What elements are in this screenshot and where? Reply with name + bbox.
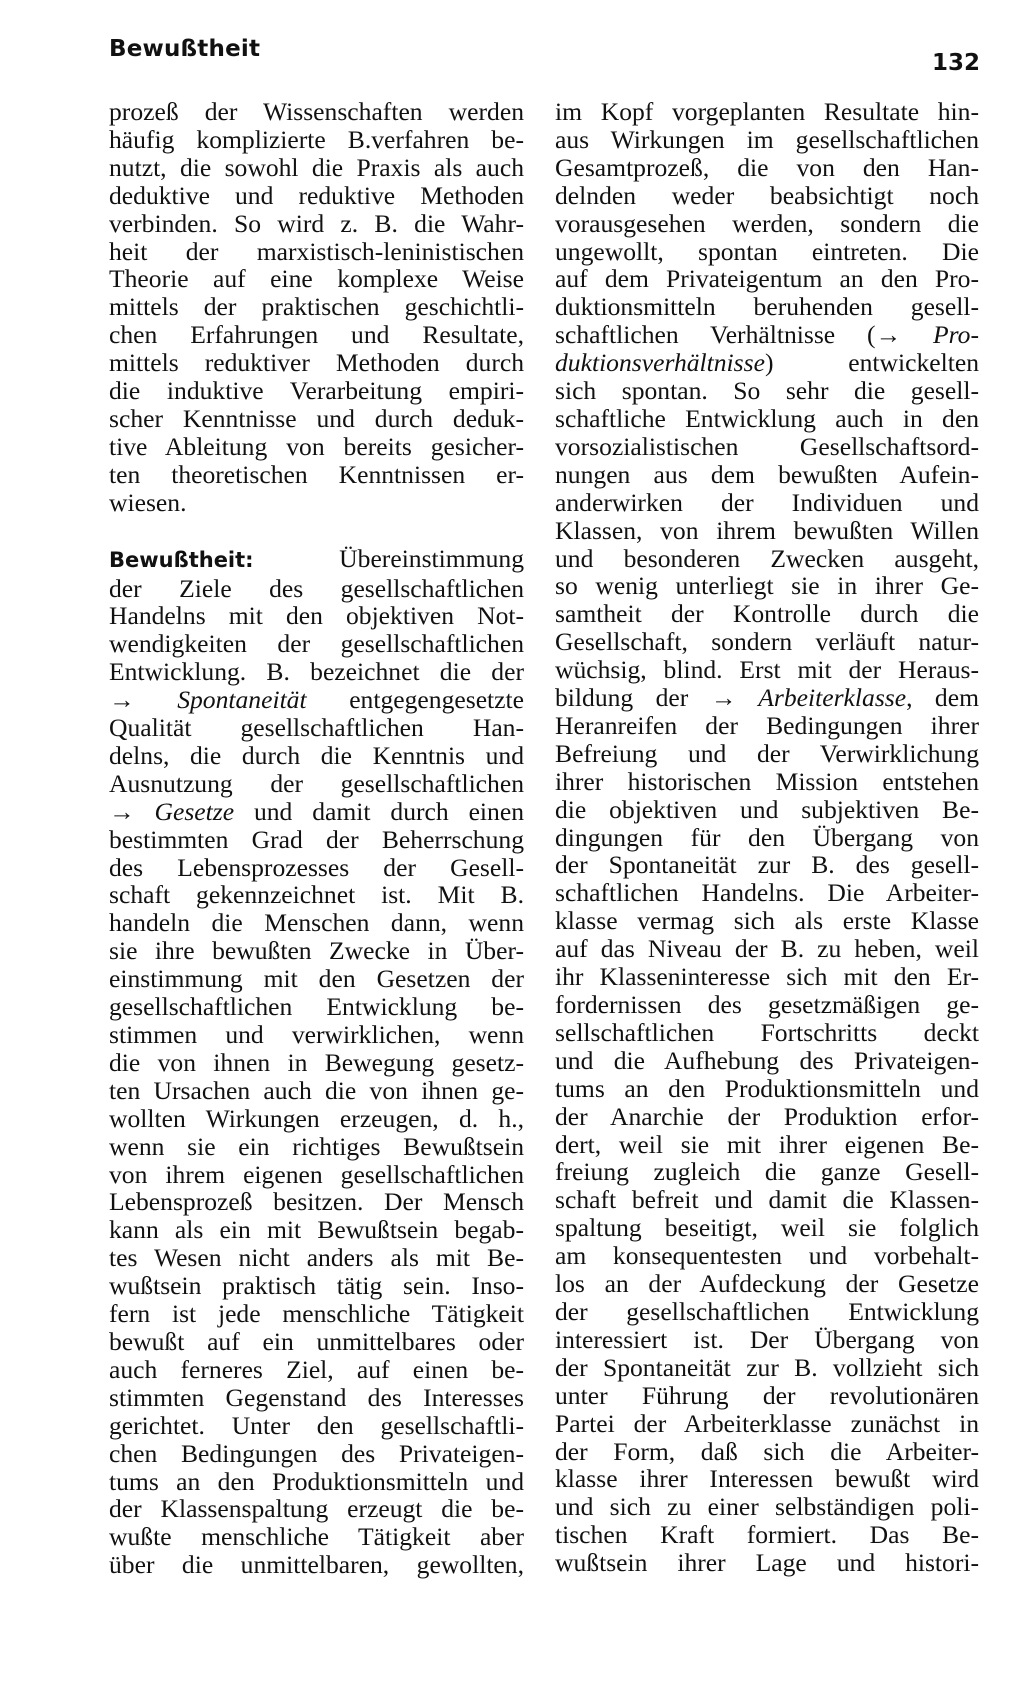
cross-reference-produktionsverhaeltnisse-end[interactable]: duktionsverhältnisse bbox=[555, 348, 765, 378]
text-line: im Kopf vorgeplanten Resultate hin- bbox=[555, 97, 979, 126]
text-line: schaftlichen Handelns. Die Arbeiter- bbox=[555, 878, 979, 908]
text-line: prozeß der Wissenschaften werden bbox=[109, 97, 524, 126]
text-fragment: , dem bbox=[906, 683, 979, 713]
cross-reference-spontaneitaet[interactable]: Spontaneität bbox=[177, 685, 307, 715]
text-line: die von ihnen in Bewegung gesetz- bbox=[109, 1047, 524, 1077]
headword: Bewußtheit: bbox=[109, 547, 254, 572]
text-line: spaltung beseitigt, weil sie folglich bbox=[555, 1213, 979, 1243]
text-line: interessiert ist. Der Übergang von bbox=[555, 1324, 979, 1354]
text-line: ihrer historischen Mission entstehen bbox=[555, 766, 979, 796]
text-line: schaft gekennzeichnet ist. Mit B. bbox=[109, 880, 524, 910]
text-line: tischen Kraft formiert. Das Be- bbox=[555, 1520, 979, 1550]
text-line: tums an den Produktionsmitteln und bbox=[109, 1466, 524, 1496]
left-column bbox=[109, 98, 524, 1579]
text-line: unter Führung der revolutionären bbox=[555, 1380, 979, 1410]
running-head: Bewußtheit bbox=[109, 36, 261, 62]
text-line: scher Kenntnisse und durch deduk- bbox=[109, 403, 524, 433]
text-line: gesellschaftlichen Entwicklung be- bbox=[109, 992, 524, 1022]
text-line: deduktive und reduktive Methoden bbox=[109, 180, 524, 210]
text-line: der Anarchie der Produktion erfor- bbox=[555, 1101, 979, 1131]
text-line: der Form, daß sich die Arbeiter- bbox=[555, 1436, 979, 1466]
text-line: ten Ursachen auch die von ihnen ge- bbox=[109, 1075, 524, 1105]
text-line: Klassen, von ihrem bewußten Willen bbox=[555, 515, 979, 545]
text-line: ihr Klasseninteresse sich mit den Er- bbox=[555, 962, 979, 992]
text-line: los an der Aufdeckung der Gesetze bbox=[555, 1269, 979, 1299]
text-line: dingungen für den Übergang von bbox=[555, 822, 979, 852]
text-line: und die Aufhebung des Privateigen- bbox=[555, 1045, 979, 1075]
text-line: wußte menschliche Tätigkeit aber bbox=[109, 1522, 524, 1552]
arrow-right-icon: → bbox=[875, 320, 902, 350]
text-line: handeln die Menschen dann, wenn bbox=[109, 908, 524, 938]
text-line: der Spontaneität zur B. vollzieht sich bbox=[555, 1352, 979, 1382]
text-line: Heranreifen der Bedingungen ihrer bbox=[555, 710, 979, 740]
text-line: wenn sie ein richtiges Bewußtsein bbox=[109, 1131, 524, 1161]
text-line: fern ist jede menschliche Tätigkeit bbox=[109, 1299, 524, 1329]
text-line: der Spontaneität zur B. des gesell- bbox=[555, 850, 979, 880]
text-line: Theorie auf eine komplexe Weise bbox=[109, 264, 524, 294]
continuation-paragraph bbox=[109, 98, 524, 517]
text-line: heit der marxistisch-leninistischen bbox=[109, 236, 524, 266]
text-line: wiesen. bbox=[109, 487, 187, 517]
text-line: duktionsmitteln beruhenden gesell- bbox=[555, 292, 979, 322]
text-line: aus Wirkungen im gesellschaftlichen bbox=[555, 124, 979, 154]
text-line: Partei der Arbeiterklasse zunächst in bbox=[555, 1408, 979, 1438]
text-line: kann als ein mit Bewußtsein begab- bbox=[109, 1215, 524, 1245]
text-line: stimmten Gegenstand des Interesses bbox=[109, 1382, 524, 1412]
text-line: auf das Niveau der B. zu heben, weil bbox=[555, 934, 979, 964]
text-line: Entwicklung. B. bezeichnet die der bbox=[109, 657, 524, 687]
text-line: tums an den Produktionsmitteln und bbox=[555, 1073, 979, 1103]
text-line: wollten Wirkungen erzeugen, d. h., bbox=[109, 1103, 524, 1133]
text-line: der Klassenspaltung erzeugt die be- bbox=[109, 1494, 524, 1524]
text-line: der gesellschaftlichen Entwicklung bbox=[555, 1296, 979, 1326]
cross-reference-line-produktionsverhaeltnisse-2 bbox=[555, 349, 979, 377]
text-line: gerichtet. Unter den gesellschaftli- bbox=[109, 1410, 524, 1440]
text-line: sich spontan. So sehr die gesell- bbox=[555, 376, 979, 406]
text-fragment: schaftlichen Verhältnisse ( bbox=[555, 320, 876, 350]
cross-reference-arbeiterklasse[interactable]: Arbeiterklasse bbox=[736, 683, 907, 713]
text-line: die induktive Verarbeitung empiri- bbox=[109, 376, 524, 406]
text-line: der Ziele des gesellschaftlichen bbox=[109, 573, 524, 603]
text-line: nungen aus dem bewußten Aufein- bbox=[555, 459, 979, 489]
right-column bbox=[555, 98, 979, 1577]
text-line: anderwirken der Individuen und bbox=[555, 487, 979, 517]
cross-reference-line-produktionsverhaeltnisse-1 bbox=[555, 321, 979, 349]
text-line: Gesamtprozeß, die von den Han- bbox=[555, 152, 979, 182]
text-fragment: und damit durch einen bbox=[234, 796, 524, 826]
cross-reference-line-spontaneitaet bbox=[109, 686, 524, 714]
text-line: chen Bedingungen des Privateigen- bbox=[109, 1438, 524, 1468]
cross-reference-produktionsverhaeltnisse-start[interactable]: Pro- bbox=[901, 320, 979, 350]
text-line: ten theoretischen Kenntnissen er- bbox=[109, 459, 524, 489]
text-line: einstimmung mit den Gesetzen der bbox=[109, 964, 524, 994]
cross-reference-line-gesetze bbox=[109, 798, 524, 826]
text-line: delns, die durch die Kenntnis und bbox=[109, 740, 524, 770]
text-line: wußtsein praktisch tätig sein. Inso- bbox=[109, 1271, 524, 1301]
cross-reference-line-arbeiterklasse bbox=[555, 684, 979, 712]
text-line: vorsozialistischen Gesellschaftsord- bbox=[555, 431, 979, 461]
text-line: schaftliche Entwicklung auch in den bbox=[555, 403, 979, 433]
text-line: dert, weil sie mit ihrer eigenen Be- bbox=[555, 1129, 979, 1159]
text-line: klasse vermag sich als erste Klasse bbox=[555, 906, 979, 936]
text-line: delnden weder beabsichtigt noch bbox=[555, 180, 979, 210]
text-line: stimmen und verwirklichen, wenn bbox=[109, 1020, 524, 1049]
text-line: mittels der praktischen geschichtli- bbox=[109, 292, 524, 322]
text-line: ungewollt, spontan eintreten. Die bbox=[555, 236, 979, 266]
text-line: freiung zugleich die ganze Gesell- bbox=[555, 1157, 979, 1187]
page-number: 132 bbox=[931, 50, 980, 76]
text-line: Ausnutzung der gesellschaftlichen bbox=[109, 768, 524, 798]
text-line: wußtsein ihrer Lage und histori- bbox=[555, 1548, 979, 1578]
text-line: Befreiung und der Verwirklichung bbox=[555, 738, 979, 768]
text-line: die objektiven und subjektiven Be- bbox=[555, 794, 979, 824]
entry-first-line bbox=[109, 545, 524, 575]
text-line: sie ihre bewußten Zwecke in Über- bbox=[109, 936, 524, 966]
text-line: des Lebensprozesses der Gesell- bbox=[109, 852, 524, 882]
arrow-right-icon: → bbox=[109, 796, 135, 826]
text-line: chen Erfahrungen und Resultate, bbox=[109, 320, 524, 350]
text-line: fordernissen des gesetzmäßigen ge- bbox=[555, 990, 979, 1019]
cross-reference-gesetze[interactable]: Gesetze bbox=[154, 796, 235, 826]
text-line: auch ferneres Ziel, auf einen be- bbox=[109, 1354, 524, 1384]
text-line: wüchsig, blind. Erst mit der Heraus- bbox=[555, 655, 979, 685]
text-line: klasse ihrer Interessen bewußt wird bbox=[555, 1464, 979, 1494]
text-fragment: ) entwickelten bbox=[764, 348, 979, 378]
text-line: Gesellschaft, sondern verläuft natur- bbox=[555, 627, 979, 657]
text-line: bestimmten Grad der Beherrschung bbox=[109, 824, 524, 854]
entry-first-line-rest: Übereinstimmung bbox=[339, 543, 524, 573]
text-line: über die unmittelbaren, gewollten, bbox=[109, 1550, 524, 1580]
text-line: nutzt, die sowohl die Praxis als auch bbox=[109, 152, 524, 182]
text-line: häufig komplizierte B.verfahren be- bbox=[109, 124, 524, 154]
text-line: und besonderen Zwecken ausgeht, bbox=[555, 543, 979, 573]
text-line: tes Wesen nicht anders als mit Be- bbox=[109, 1243, 524, 1273]
text-line: am konsequentesten und vorbehalt- bbox=[555, 1241, 979, 1271]
text-line: sellschaftlichen Fortschritts deckt bbox=[555, 1017, 979, 1047]
text-line: und sich zu einer selbständigen poli- bbox=[555, 1492, 979, 1522]
arrow-right-icon: → bbox=[109, 685, 135, 715]
entry-bewusstheit bbox=[109, 545, 524, 1580]
text-line: auf dem Privateigentum an den Pro- bbox=[555, 264, 979, 294]
text-line: so wenig unterliegt sie in ihrer Ge- bbox=[555, 571, 979, 601]
text-line: vorausgesehen werden, sondern die bbox=[555, 208, 979, 238]
text-line: von ihrem eigenen gesellschaftlichen bbox=[109, 1159, 524, 1189]
text-line: samtheit der Kontrolle durch die bbox=[555, 599, 979, 629]
text-line: mittels reduktiver Methoden durch bbox=[109, 348, 524, 378]
text-line: Handelns mit den objektiven Not- bbox=[109, 601, 524, 631]
text-line: schaft befreit und damit die Klassen- bbox=[555, 1185, 979, 1215]
text-line: wendigkeiten der gesellschaftlichen bbox=[109, 629, 524, 659]
text-line: verbinden. So wird z. B. die Wahr- bbox=[109, 208, 524, 238]
text-fragment: bildung der bbox=[555, 683, 711, 713]
text-fragment: entgegengesetzte bbox=[306, 685, 524, 715]
text-line: Lebensprozeß besitzen. Der Mensch bbox=[109, 1187, 524, 1217]
text-line: tive Ableitung von bereits gesicher- bbox=[109, 431, 524, 461]
arrow-right-icon: → bbox=[710, 683, 737, 713]
text-line: bewußt auf ein unmittelbares oder bbox=[109, 1326, 524, 1356]
text-line: Qualität gesellschaftlichen Han- bbox=[109, 713, 524, 743]
